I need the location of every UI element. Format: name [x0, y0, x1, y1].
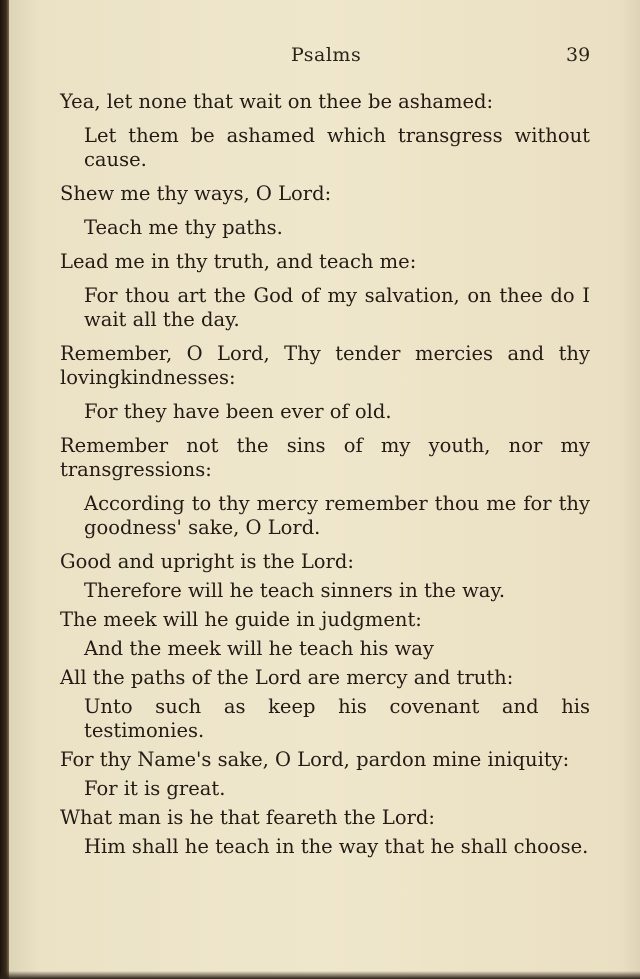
- verse-response: Teach me thy paths.: [84, 216, 283, 239]
- page-number: 39: [566, 44, 591, 66]
- verse-line: Shew me thy ways, O Lord:: [60, 182, 332, 205]
- verse-response: For it is great.: [84, 777, 226, 800]
- running-head: [0, 44, 640, 70]
- verse-response: And the meek will he teach his way: [84, 637, 434, 660]
- verse-response: According to thy mercy remember thou me for thy goodness' sake, O Lord.: [84, 492, 590, 539]
- verse-response: Let them be ashamed which transgress without cause.: [84, 124, 590, 171]
- verse-line: What man is he that feareth the Lord:: [60, 806, 435, 829]
- verse-line: Lead me in thy truth, and teach me:: [60, 250, 417, 273]
- verse-response: Unto such as keep his covenant and his testimonies.: [84, 695, 590, 742]
- verse-line: All the paths of the Lord are mercy and truth:: [60, 666, 514, 689]
- verse-response: Him shall he teach in the way that he shall choose.: [84, 835, 589, 858]
- verse-line: For thy Name's sake, O Lord, pardon mine iniquity:: [60, 748, 570, 771]
- verse-line: Remember not the sins of my youth, nor my transgressions:: [60, 434, 590, 481]
- page-bottom-edge: [0, 971, 640, 979]
- verse-line: Yea, let none that wait on thee be ashamed:: [60, 90, 494, 113]
- verse-line: Good and upright is the Lord:: [60, 550, 354, 573]
- running-title: Psalms: [291, 44, 362, 66]
- verse-line: The meek will he guide in judgment:: [60, 608, 422, 631]
- psalm-text: [60, 90, 590, 864]
- verse-line: Remember, O Lord, Thy tender mercies and thy lovingkindnesses:: [60, 342, 590, 389]
- book-binding-edge: [0, 0, 9, 979]
- verse-response: For they have been ever of old.: [84, 400, 392, 423]
- verse-response: For thou art the God of my salvation, on thee do I wait all the day.: [84, 284, 590, 331]
- verse-response: Therefore will he teach sinners in the way.: [84, 579, 506, 602]
